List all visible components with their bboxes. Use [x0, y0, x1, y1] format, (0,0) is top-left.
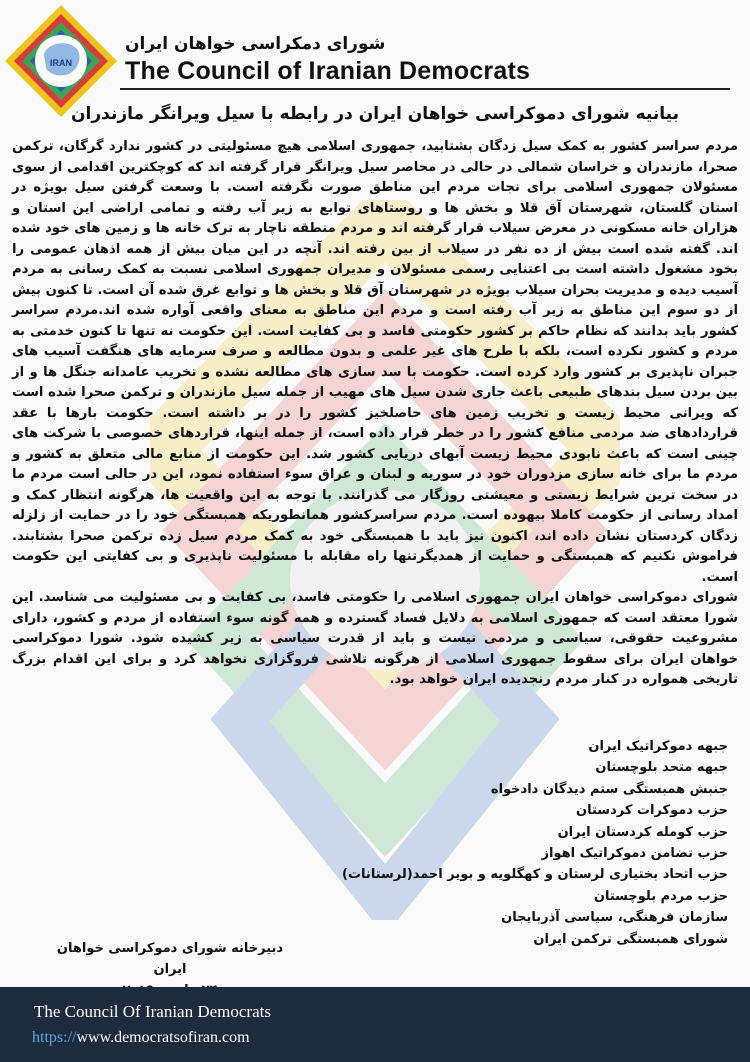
website-link[interactable] [32, 1029, 250, 1047]
url-host: www.democratsofiran.com [76, 1029, 250, 1046]
signatory: سازمان فرهنگی، سیاسی آذربایجان [501, 910, 728, 926]
council-name-persian: شورای دمکراسی خواهان ایران [125, 34, 386, 54]
signatory: حزب کومله کردستان ایران [557, 824, 728, 840]
statement-paragraph: مردم سراسر کشور به کمک سیل زدگان بشتابید، جمهوری اسلامی هیچ مسئولیتی در کشور ندارد گرگان، ترکمن صحرا، مازندران و خراسان شمالی در حالی در محاصر سیل ویرانگر قرار گرفته اند که کوچکترین اقدامی از سوی مسئولان جمهوری اسلامی برای نجات مردم این مناطق صورت نگرفته است. با وسعت گرفتن سیل بویژه در استان گلستان، شهرستان آق قلا و بخش ها و روستاهای توابع به زیر آب رفته و تمامی اراضی این استان و هزاران خانه مسکونی در معرض سیلاب قرار گرفته اند و مردم منطقه ناچار به ترک خانه ها و زمین های خود شده اند. گفته شده است بیش از ده نفر در سیلاب از بین رفته اند. آنچه در این میان بیش از همه اذهان عمومی را بخود مشغول داشته است بی اعتنایی رسمی مسئولان و مدیران جمهوری اسلامی نسبت به کمک رسانی به مردم آسیب دیده و مدیریت بحران سیلاب بویژه در شهرستان آق قلا و بخش ها و توابع غرق شده آن است. تا کنون بیش از دو سوم این مناطق به زیر آب رفته است و مردم این مناطق به معنای واقعی آواره شده اند.مردم سراسر کشور باید بدانند که نظام حاکم بر کشور حکومتی فاسد و بی کفایت است. این حکومت نه تنها تا کنون خدمتی به مردم و کشور نکرده است، بلکه با طرح های غیر علمی و بدون مطالعه و صرف سرمایه های هنگفت آسیب های جبران ناپذیری بر کشور وارد کرده است. حکومت با سد سازی های مطالعه نشده و تخریب عامدانه جنگل ها و از بین بردن سیل بندهای طبیعی باعث جاری شدن سیل های مهیب از جمله سیل مازندران و ترکمن صحرا شده است که ویرانی محیط زیست و تخریب زمین های حاصلخیز کشور را در بر داشته است. حکومت بارها با عقد قراردادهای ضد مردمی منافع کشور را در خطر قرار داده است، از جمله اینها، قراردهای خصوصی با شرکت های چینی است که باعث نابودی محیط زیست آبهای دریایی کشور شد. این حکومت از منابع مالی متعلق به کشور و مردم ما برای خانه سازی مزدوران خود در سوریه و لبنان و عراق سوء استفاده نمود، این در حالی است مردم ما در سخت ترین شرایط زیستی و معیشتی روزگار می گذرانند. با توجه به این واقعیت ها، هرگونه انتظار کمک و امداد رسانی از حکومت کاملا بیهوده است. مردم سراسرکشور همانطوریکه همبستگی خود را در حمایت از زلزله زدگان کردستان نشان داده اند، اکنون نیز باید با همبستگی خود به کمک مردم سیل زده ترکمن صحرا بشتابند. فراموش نکنیم که همبستگی و حمایت از همدیگرتنها راه مقابله با مسئولیت ناپذیری و بی کفایتی این حکومت است. [12, 139, 738, 585]
footer-bar [0, 987, 750, 1062]
signatory: حزب دموکرات کردستان [576, 803, 728, 819]
council-name-english: The Council of Iranian Democrats [125, 57, 531, 85]
header-divider [120, 88, 730, 90]
signatory: جبهه متحد بلوچستان [595, 760, 728, 776]
council-logo [2, 2, 120, 120]
signatories-list [342, 736, 728, 950]
signatory: شورای همبستگی ترکمن ایران [533, 931, 728, 947]
statement-paragraph: شورای دموکراسی خواهان ایران جمهوری اسلامی را حکومتی فاسد، بی کفایت و بی مسئولیت می شناسد. این شورا معتقد است که جمهوری اسلامی به دلایل فساد گسترده و همه گونه سوء استفاده از مردم و کشور، دارای مشروعیت حقوقی، سیاسی و مردمی نیست و باید از قدرت سیاسی به زیر کشیده شود. شورا دموکراسی خواهان ایران برای سقوط جمهوری اسلامی از هرگونه تلاشی فروگزاری نخواهد کرد و برای این اقدام بزرگ تاریخی همواره در کنار مردم رنجدیده ایران خواهد بود. [12, 590, 738, 687]
statement-body [12, 137, 738, 691]
url-protocol: https:// [32, 1029, 77, 1046]
signatory: جنبش همبستگی ستم دیدگان دادخواه [490, 781, 728, 797]
footer-org-name: The Council Of Iranian Democrats [34, 1002, 271, 1021]
signatory: حزب تضامن دموکراتیک اهواز [541, 846, 728, 862]
signatory: حزب مردم بلوچستان [593, 888, 728, 904]
statement-title: بیانیه شورای دموکراسی خواهان ایران در رابطه با سیل ویرانگر مازندران [71, 104, 679, 124]
logo-text: IRAN [50, 58, 72, 68]
signatory: حزب اتحاد بختیاری لرستان و کهگلویه و بویر احمد(لرستانات) [342, 867, 728, 883]
signatory: جبهه دموکراتیک ایران [588, 739, 728, 754]
secretariat-name: دبیرخانه شورای دموکراسی خواهان ایران [56, 941, 284, 977]
